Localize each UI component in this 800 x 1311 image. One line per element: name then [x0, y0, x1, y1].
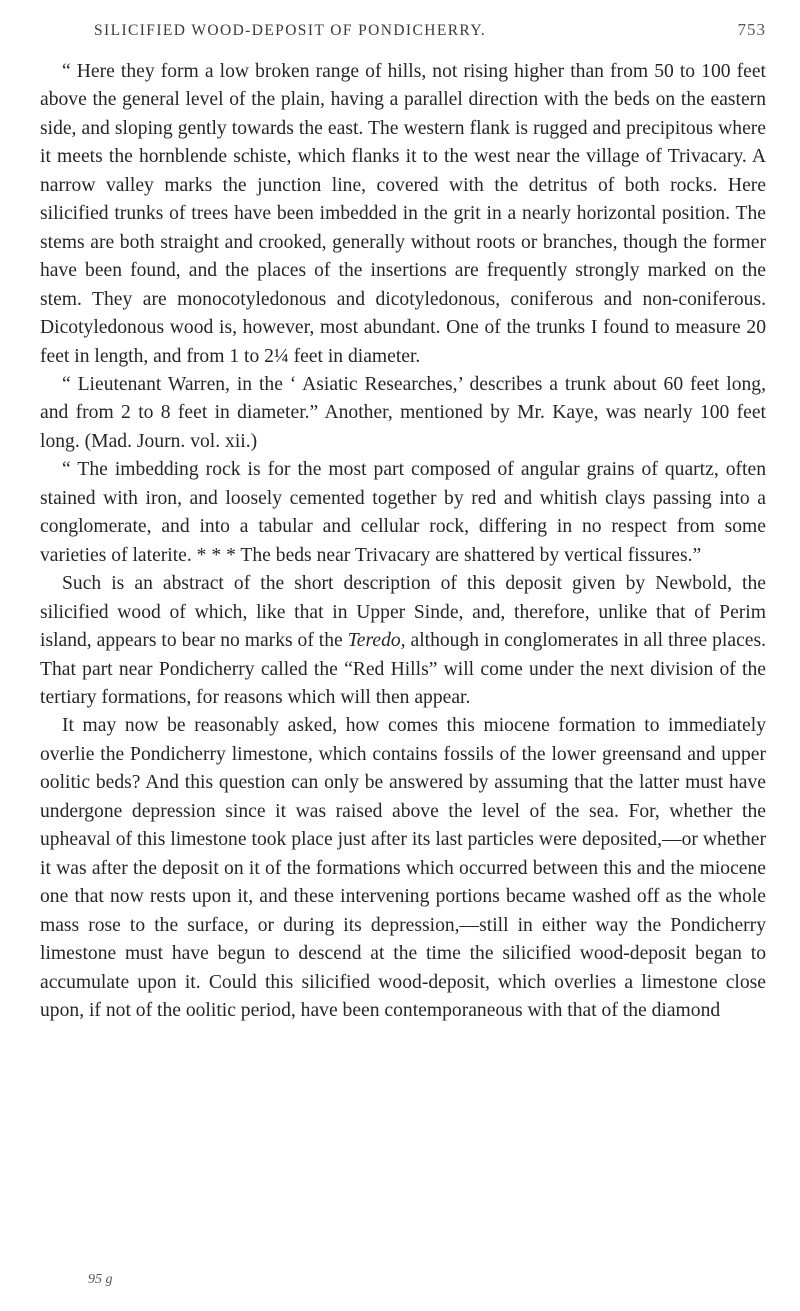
paragraph-quote-imbedding-rock: “ The imbedding rock is for the most part composed of angular grains of quartz, often stained with iron, and loosely cemented together by red and whitish clays passing into a conglomerate, and into a tabular and cellular rock, differing in no respect from some varieties of laterite. * * * The beds near Trivacary are shattered by vertical fissures.” [40, 459, 766, 566]
paragraph-abstract-newbold [40, 570, 766, 712]
teredo-italic: Teredo, [347, 630, 406, 652]
paragraph-quote-warren: “ Lieutenant Warren, in the ‘ Asiatic Researches,’ describes a trunk about 60 feet long, and from 2 to 8 feet in diameter.” Another, mentioned by Mr. Kaye, was nearly 100 feet long. (Mad. Journ. vol. xii.) [40, 373, 766, 452]
body-text [40, 58, 766, 1025]
signature-mark: 95 g [88, 1272, 113, 1287]
running-title: SILICIFIED WOOD-DEPOSIT OF PONDICHERRY. [94, 22, 487, 39]
page-number: 753 [737, 20, 766, 39]
paragraph-quote-hills: “ Here they form a low broken range of hills, not rising higher than from 50 to 100 feet above the general level of the plain, having a parallel direction with the beds on the eastern side, and sloping gently towards the east. The western flank is rugged and precipitous where it meets the hornblende schiste, which flanks it to the west near the village of Trivacary. A narrow valley marks the junction line, covered with the detritus of both rocks. Here silicified trunks of trees have been imbedded in the grit in a nearly horizontal position. The stems are both straight and crooked, generally without roots or branches, though the former have been found, and the places of the insertions are frequently strongly marked on the stem. They are monocotyledonous and dicotyledonous, coniferous and non-coniferous. Dicotyledonous wood is, however, most abundant. One of the trunks I found to measure 20 feet in length, and from 1 to 2¼ feet in diameter. [40, 61, 766, 367]
running-head [40, 20, 766, 48]
paragraph-abstract-text-after: although in conglomerates in all three places. That part near Pondicherry called the “Red Hills” will come under the next division of the tertiary formations, for reasons which will then appear. [40, 630, 766, 708]
book-page [40, 0, 766, 1311]
paragraph-abstract-text-before: Such is an abstract of the short description of this deposit given by Newbold, the silicified wood of which, like that in Upper Sinde, and, therefore, unlike that of Perim island, appears to bear no marks of the [40, 573, 766, 652]
paragraph-miocene-question: It may now be reasonably asked, how comes this miocene formation to immediately overlie the Pondicherry limestone, which contains fossils of the lower greensand and upper oolitic beds? And this question can only be answered by assuming that the latter must have undergone depression since it was raised above the level of the sea. For, whether the upheaval of this limestone took place just after its last particles were deposited,—or whether it was after the deposit on it of the formations which occurred between this and the miocene one that now rests upon it, and these intervening portions became washed off as the whole mass rose to the surface, or during its depression,—still in either way the Pondicherry limestone must have begun to descend at the time the silicified wood-deposit began to accumulate upon it. Could this silicified wood-deposit, which overlies a limestone close upon, if not of the oolitic period, have been contemporaneous with that of the diamond [40, 715, 766, 1021]
